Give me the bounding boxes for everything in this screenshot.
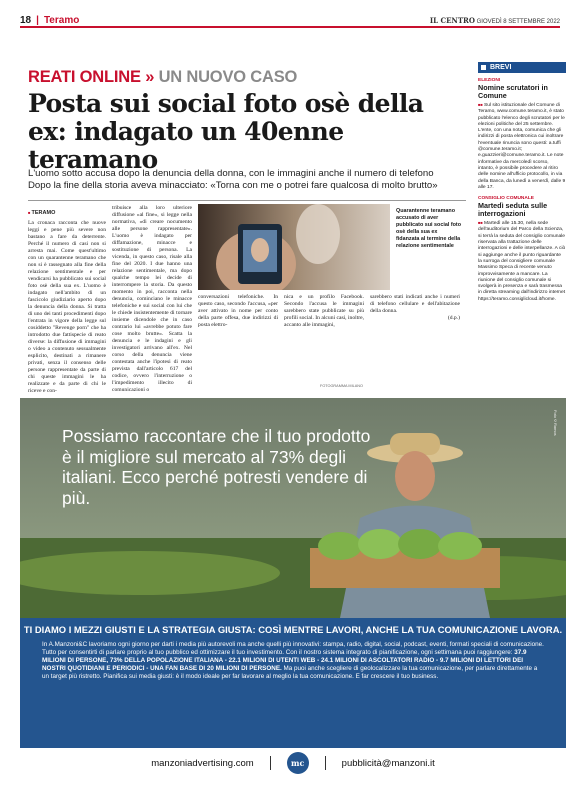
ad-footer xyxy=(20,748,566,778)
brief-title: Martedì seduta sulle interrogazioni xyxy=(478,201,548,219)
brief-item xyxy=(478,196,566,303)
article-headline: Posta sui social foto osè della ex: indagato un 40enne teramano xyxy=(28,89,424,174)
article-signature: (d.p.) xyxy=(447,315,460,321)
divider xyxy=(325,756,326,770)
subheadline-line-1: L'uomo sotto accusa dopo la denuncia della donna, con le immagini anche il numero di telefono xyxy=(28,168,434,179)
ad-photo-credit: Foto©Ramos xyxy=(553,410,558,436)
ad-body-text: In A.Manzoni&C lavoriamo ogni giorno per darti i media più autorevoli ma anche quelli più innovativi: stampa, radio, digital, social, podcast, eventi, formati speciali di comunicazione. Tutto per consentirti di parlare proprio al tuo pubblico ed ottimizzare il tuo investimento. Con il nostro sistema integrato di pianificazione, ogni settimana puoi raggiungere: xyxy=(42,641,544,656)
kicker-arrow: » xyxy=(145,68,155,86)
article-column-5 xyxy=(370,294,460,322)
ad-email[interactable]: pubblicità@manzoni.it xyxy=(341,757,435,769)
divider xyxy=(270,756,271,770)
brief-text: ■■ Martedì alle 15.30, nella sede dell'auditorium del Parco della Scienza, si terrà la seduta del consiglio comunale riservata alla trattazione delle interrogazioni e delle interpellanze. A ciò si aggiunge anche il punto riguardante la surroga del consigliere comunale Massimo Speca di recente venuto improvvisamente a mancare. La riunione del consiglio comunale si svolgerà in presenza e sarà trasmessa in diretta streaming dall'indirizzo internet https://teramo.consiglicloud.it/home. xyxy=(478,220,566,303)
kicker-red: REATI ONLINE xyxy=(28,68,141,86)
sidebar-header xyxy=(478,62,566,73)
newspaper-name: IL CENTRO xyxy=(429,15,475,25)
photo-caption: Quarantenne teramano accusato di aver pubblicato sui social foto osè della sua ex fidanzata al termine della relazione sentimentale xyxy=(396,208,461,249)
section-name: Teramo xyxy=(43,14,80,26)
brief-item xyxy=(478,78,566,191)
ad-band-body xyxy=(20,635,566,681)
column-text: tribuisce alla loro ulteriore diffusione «al fine», si legge nella normativa, «di creare nocumento alle persone rappresentate». L'uomo è indagato per diffamazione, minacce e sostituzione di persona. La vicenda, in questo caso, risale alla fine del 2020. I due hanno una relazione sentimentale, ma dopo qualche tempo lei decide di interrompere la storia. Da questo momento in poi, racconta nella denuncia, cominciano le minacce telefoniche e sui social con lui che le chiede insistentemente di tornare insieme dicendole che in caso contrario lui «avrebbe potuto fare cose molto brutte». Scatta la denuncia e le indagini e gli investigatori arrivano all'ex. Nel corso della denuncia viene contestata anche l'ipotesi di reato prevista dall'articolo 617 del codice, ovvero l'interruzione o l'impedimento illecito di comunicazioni o xyxy=(112,205,192,393)
divider xyxy=(28,200,466,201)
brief-label: ELEZIONI xyxy=(478,78,501,83)
ad-headline: Possiamo raccontare che il tuo prodotto è il migliore sul mercato al 73% degli italiani. Ecco perché potresti vendere di più. xyxy=(62,426,371,508)
brief-title: Nomine scrutatori in Comune xyxy=(478,83,548,100)
page-header xyxy=(20,14,560,28)
ad-website[interactable]: manzoniadvertising.com xyxy=(151,757,254,769)
page-number: 18 xyxy=(20,14,32,26)
column-text: conversazioni telefoniche. In questo caso, secondo l'accusa, «per aver attivato in nome per conto della parte offesa, due indirizzi di posta elettro- xyxy=(198,294,278,328)
photo-credit: FOTOGRAMMA MILANO xyxy=(320,384,363,388)
advertisement xyxy=(20,398,566,776)
square-icon xyxy=(481,65,486,70)
issue-date: GIOVEDÌ 8 SETTEMBRE 2022 xyxy=(476,18,560,25)
brevi-sidebar xyxy=(478,62,566,303)
brief-text: ■■ Sul sito istituzionale del Comune di Teramo, www.comune.teramo.it, è stato pubblicato l'elenco degli scrutatori per le elezioni politiche del 25 settembre. L'ente, con una nota, comunica che gli indirizzi di posta elettronica cui inoltrare l'eventuale rinuncia sono questi: a.tuffi @comune.teramo.it; e.guazzieri@comune.teramo.it. Le note informative da mercoledì scorso, intanto, è possibile procedere al ritiro delle nomine all'ufficio protocollo, in via della Banca, da lunedì a venerdì, dalle 9 alle 17. xyxy=(478,102,566,191)
brief-label: CONSIGLIO COMUNALE xyxy=(478,196,534,202)
ad-body-bold: 37.9 MILIONI DI PERSONE, 73% DELLA POPOLAZIONE ITALIANA - 22.1 MILIONI DI UTENTI WEB - 24.1 MILIONI DI ASCOLTATORI RADIO - 9.7 MILIONI DI LETTORI DEI NOSTRI QUOTIDIANI E PERIODICI - UNA FAN BASE DI 20 MILIONI DI PERSONE. xyxy=(42,649,527,672)
ad-info-band xyxy=(20,618,566,760)
article-column-2 xyxy=(112,205,192,394)
byline: ■ TERAMO xyxy=(28,209,106,217)
manzoni-logo: mc xyxy=(287,752,309,774)
column-text: La cronaca racconta che nuove leggi e pene più severe non bastano a fare da deterrente. Perché il numero di casi non si arresta mai. Come quest'ultimo con un quarantenne teramano che non si è rassegnato alla fine della relazione sentimentale e per vendicarsi ha pubblicato sui social foto osè della sua ex. L'uomo è indagato nell'ambito di un fascicolo giudiziario aperto dopo la denuncia della donna. Si tratta di uno dei tanti procedimenti dopo l'entrata in vigore della legge sul cosiddetto "Revenge porn" che ha introdotto due fattispecie di reato diverse: la diffusione di immagini o video a contenuto sessualmente esplicito, destinati a rimanere privati, senza il consenso delle persone rappresentate da parte di chi queste immagini le ha realizzate e da parte di chi le riceve e con- xyxy=(28,220,106,394)
column-text: nica e un profilo Facebook. Secondo l'accusa le immagini sarebbero state pubblicate su più profili social. In alcuni casi, inoltre, accanto alle immagini, xyxy=(284,294,364,328)
page-header-right xyxy=(430,16,560,25)
article-column-3 xyxy=(198,294,278,329)
article-column-4 xyxy=(284,294,364,329)
kicker-grey: UN NUOVO CASO xyxy=(158,68,298,86)
ad-body-text-2: Ma puoi anche scegliere di geolocalizzare la tua comunicazione, per parlare direttamente a un target più ristretto. Pianifica sui media giusti: è il modo ideale per far lavorare al meglio la tua comunicazione. E far crescere il tuo business. xyxy=(42,665,538,680)
article-photo xyxy=(198,204,390,290)
sidebar-title: BREVI xyxy=(490,64,512,71)
article-kicker xyxy=(28,68,297,87)
column-text: sarebbero stati indicati anche i numeri di telefono cellulare e dell'abitazione della donna. xyxy=(370,294,460,314)
subheadline-line-2: Dopo la fine della storia aveva minacciato: «Torna con me o potrei fare qualcosa di molto brutto» xyxy=(28,180,438,191)
article-column-1 xyxy=(28,209,106,395)
ad-band-title: TI DIAMO I MEZZI GIUSTI E LA STRATEGIA GIUSTA: COSÌ MENTRE LAVORI, ANCHE LA TUA COMUNICAZIONE LAVORA. xyxy=(23,624,563,635)
photo-image xyxy=(198,204,390,290)
article-subheadline xyxy=(28,168,468,192)
page-header-left: 18 | Teramo xyxy=(20,14,80,26)
